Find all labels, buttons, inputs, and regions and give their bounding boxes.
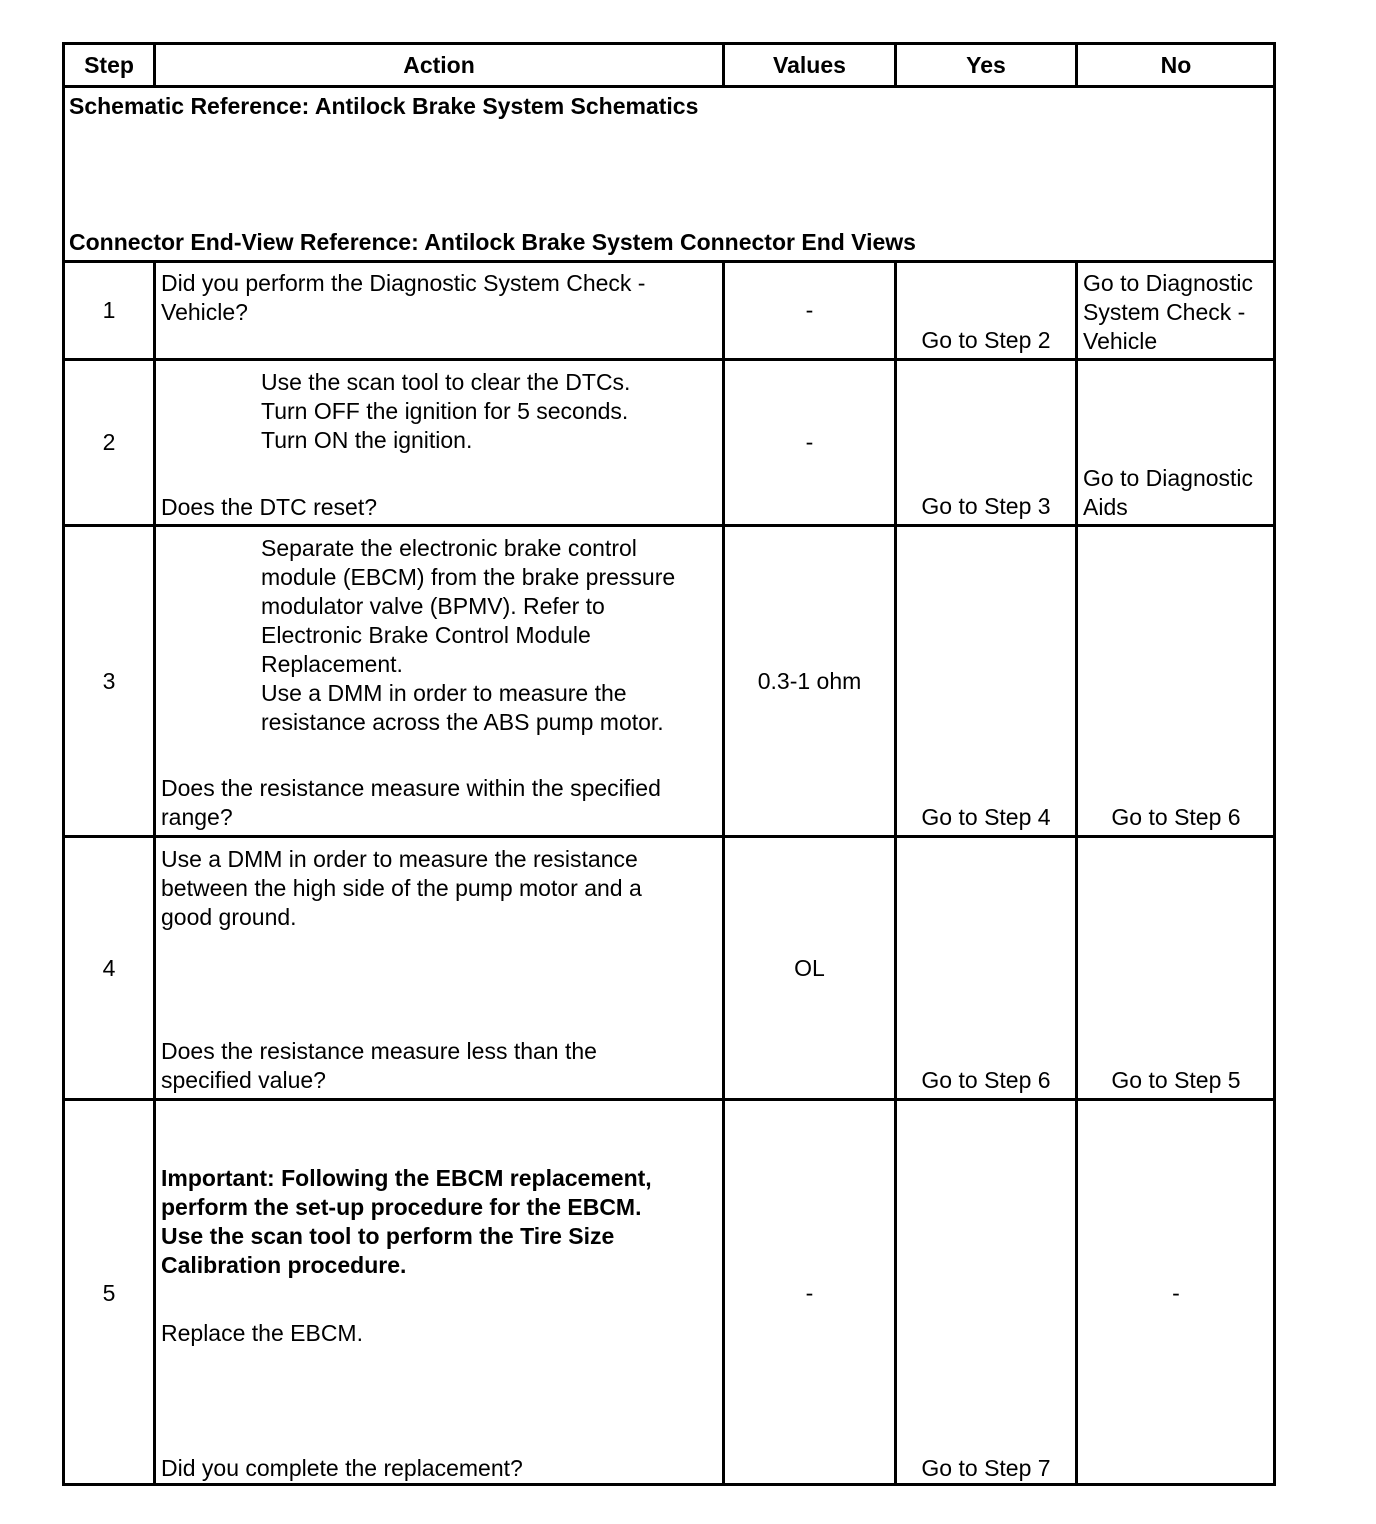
connector-reference: Connector End-View Reference: Antilock Brake System Connector End Views [69,229,916,255]
question-text [161,1037,597,1095]
no-cell: Go to Step 5 [1111,1067,1241,1093]
instruction-list [161,845,642,932]
question-line: Does the resistance measure within the specified [161,775,661,801]
instruction-line: modulator valve (BPMV). Refer to [261,593,605,619]
schematic-reference: Schematic Reference: Antilock Brake System Schematics [69,93,699,119]
instruction-line: Turn OFF the ignition for 5 seconds. [261,398,629,424]
question-text: Did you complete the replacement? [161,1455,523,1481]
instruction-line: Turn ON the ignition. [261,427,473,453]
value-cell: - [805,297,814,323]
value-cell: 0.3-1 ohm [757,667,862,694]
instruction-line: good ground. [161,904,297,930]
yes-cell: Go to Step 4 [921,804,1051,830]
step-number: 4 [102,954,116,981]
value-cell: - [805,1280,814,1306]
divider [65,85,1273,88]
divider [153,260,156,1486]
instruction-list [161,534,675,737]
no-cell: Go to Step 6 [1111,804,1241,830]
question-text: Does the DTC reset? [161,494,378,520]
header-values: Values [773,51,846,78]
step-number: 3 [102,667,116,694]
no-line: Vehicle [1083,328,1158,354]
header-step: Step [84,51,134,78]
no-cell: - [1172,1280,1180,1306]
no-cell [1083,269,1253,356]
instruction-line: Use the scan tool to clear the DTCs. [261,369,631,395]
question-line: specified value? [161,1067,326,1093]
instruction-line: Replacement. [261,651,403,677]
header-no: No [1160,51,1192,78]
important-line: perform the set-up procedure for the EBCM. [161,1194,642,1220]
instruction-line: Separate the electronic brake control [261,535,637,561]
yes-cell: Go to Step 7 [921,1455,1051,1481]
step-number: 2 [102,429,116,455]
no-line: System Check - [1083,299,1246,325]
question-text [161,774,661,832]
no-line: Go to Diagnostic [1083,270,1254,296]
step-number: 5 [102,1280,116,1306]
value-cell: - [805,429,814,455]
instruction-list [161,368,630,455]
action-line: Vehicle? [161,299,248,325]
important-note [161,1164,652,1280]
question-line: Does the resistance measure less than the [161,1038,597,1064]
instruction-line: Use a DMM in order to measure the resistance [161,846,638,872]
important-line: Use the scan tool to perform the Tire Size [161,1223,615,1249]
yes-cell: Go to Step 2 [921,327,1051,353]
important-line: Important: Following the EBCM replacement, [161,1165,652,1191]
instruction-line: Electronic Brake Control Module [261,622,591,648]
header-action: Action [403,51,475,78]
divider [65,358,1273,361]
no-line: Go to Diagnostic [1083,465,1254,491]
action-text [161,269,645,327]
step-number: 1 [102,297,116,323]
action-line: Did you perform the Diagnostic System Check - [161,270,646,296]
instruction-line: module (EBCM) from the brake pressure [261,564,676,590]
value-cell: OL [794,954,825,981]
important-line: Calibration procedure. [161,1252,407,1278]
no-cell [1083,464,1253,522]
yes-cell: Go to Step 6 [921,1067,1051,1093]
yes-cell: Go to Step 3 [921,493,1051,519]
divider [65,260,1273,263]
instruction-line: resistance across the ABS pump motor. [261,709,664,735]
instruction-text: Replace the EBCM. [161,1320,363,1346]
diagnostic-table [62,42,1276,1486]
question-line: range? [161,804,233,830]
instruction-line: between the high side of the pump motor and a [161,875,642,901]
no-line: Aids [1083,494,1128,520]
header-yes: Yes [966,51,1006,78]
instruction-line: Use a DMM in order to measure the [261,680,627,706]
